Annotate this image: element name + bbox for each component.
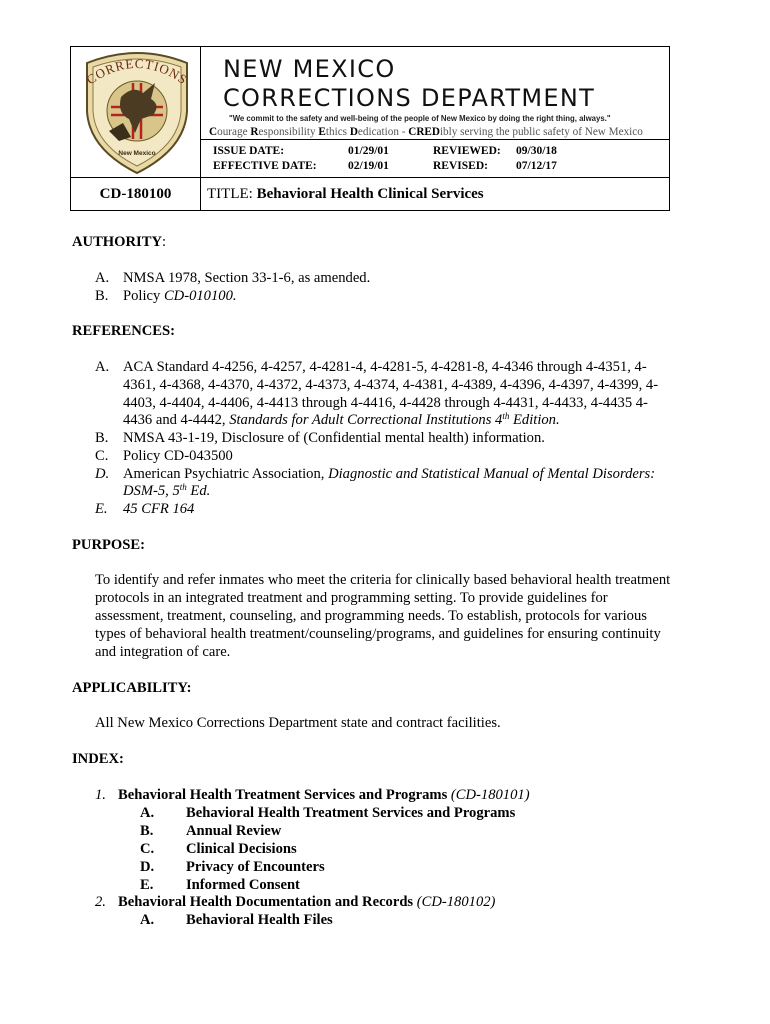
ref-d-plain: American Psychiatric Association, [123,466,329,482]
index-section-1-title: Behavioral Health Treatment Services and Programs [118,787,451,803]
value-initial-r: R [250,126,259,138]
ref-a-line4-italic: Standards for Adult Correctional Institutions 4 [229,412,503,428]
value-initial-e: E [318,126,326,138]
logo-arc-text [81,49,193,99]
ref-a-marker: A. [95,359,110,375]
reviewed-value: 09/30/18 [516,145,557,157]
ref-d-line1 [123,465,655,483]
index-item: Annual Review [186,823,282,839]
authority-item-b-italic: CD-010100. [163,288,237,304]
divider [201,177,670,178]
department-name-line2: CORRECTIONS DEPARTMENT [223,84,596,112]
ref-d-line2 [123,482,210,500]
ref-a-line3: 4403, 4-4404, 4-4406, 4-4413 through 4-4416, 4-4428 through 4-4431, 4-4433, 4-4435 4- [123,395,648,411]
ref-c-text: Policy CD-043500 [123,448,233,464]
ref-a-line4-end: Edition. [509,412,560,428]
issue-date-value: 01/29/01 [348,145,389,157]
ref-d-line2-end: Ed. [186,483,211,499]
purpose-line: To identify and refer inmates who meet the criteria for clinically based behavioral health treatment [95,572,671,588]
purpose-line: and integration of care. [95,644,231,660]
authority-heading [72,233,166,251]
svg-text:CORRECTIONS [83,56,190,88]
department-name-line1: NEW MEXICO [223,55,396,83]
issue-date-label: ISSUE DATE: [213,145,285,157]
logo-state-text: New Mexico [118,150,156,157]
ref-d-marker: D. [95,466,110,482]
index-item-letter: B. [140,823,154,839]
index-item-letter: A. [140,912,155,928]
logo-cell [71,47,201,177]
logo-arc-label: CORRECTIONS [83,55,191,88]
index-section-2-ref: (CD-180102) [416,894,496,910]
effective-date-label: EFFECTIVE DATE: [213,160,317,172]
references-heading: REFERENCES: [72,323,175,339]
index-section-1-num: 1. [95,787,106,803]
title-value: Behavioral Health Clinical Services [256,186,484,202]
purpose-line: assessment, treatment, counseling, and programming needs. To establish, protocols for various [95,608,647,624]
policy-header [70,46,670,211]
ref-e-marker: E. [95,501,108,517]
value-courage: ourage [217,126,251,138]
policy-title [207,185,484,203]
department-name [223,55,595,113]
index-section-1-ref: (CD-180101) [450,787,530,803]
value-ethics: thics [325,126,350,138]
value-tail: ibly serving the public safety of New Mexico [439,126,643,138]
ref-a-line1: ACA Standard 4-4256, 4-4257, 4-4281-4, 4-4281-5, 4-4281-8, 4-4346 through 4-4351, 4- [123,359,647,375]
authority-item-b-text [123,287,237,305]
purpose-paragraph [95,571,698,661]
policy-id: CD-180100 [71,177,201,211]
index-section-1 [118,786,530,804]
ref-d-line2-sup: th [179,482,187,492]
purpose-heading: PURPOSE: [72,537,145,553]
applicability-text: All New Mexico Corrections Department state and contract facilities. [95,715,501,731]
authority-item-a [95,269,109,287]
ref-a-line4-sup: th [502,411,510,421]
authority-item-b-plain: Policy [123,288,164,304]
title-label: TITLE: [207,186,257,202]
revised-value: 07/12/17 [516,160,557,172]
value-initial-d: D [349,126,358,138]
ref-c-marker: C. [95,448,109,464]
purpose-line: protocols in an integrated treatment and programming setting. To provide guidelines for [95,590,608,606]
authority-item-a-text: NMSA 1978, Section 33-1-6, as amended. [123,270,371,286]
value-initial-c: C [209,126,218,138]
index-item: Behavioral Health Treatment Services and Programs [186,805,516,821]
ref-d-italic: Diagnostic and Statistical Manual of Mental Disorders: [328,466,656,482]
index-heading: INDEX: [72,751,124,767]
purpose-line: types of behavioral health treatment/counseling/programs, and guidelines for ensuring continuity [95,626,661,642]
value-dedication: edication - [357,126,409,138]
index-item: Behavioral Health Files [186,912,333,928]
index-item: Clinical Decisions [186,841,297,857]
authority-item-b: B. [95,288,109,304]
value-cred: CRED [408,126,440,138]
applicability-heading: APPLICABILITY: [72,680,192,696]
effective-date-value: 02/19/01 [348,160,389,172]
reviewed-label: REVIEWED: [433,145,501,157]
list-marker: A. [95,270,110,286]
ref-d-line2-text: DSM-5, 5 [123,483,180,499]
revised-label: REVISED: [433,160,488,172]
ref-a-line4-plain: 4436 and 4-4442, [123,412,230,428]
index-item-letter: A. [140,805,155,821]
index-section-2-title: Behavioral Health Documentation and Records [118,894,417,910]
ref-b-text: NMSA 43-1-19, Disclosure of (Confidential mental health) information. [123,430,545,446]
ref-b-marker: B. [95,430,109,446]
index-item: Informed Consent [186,877,300,893]
ref-a-line2: 4361, 4-4368, 4-4370, 4-4372, 4-4373, 4-4374, 4-4381, 4-4389, 4-4396, 4-4397, 4-4399, 4- [123,377,659,393]
index-section-2 [118,893,495,911]
index-item-letter: D. [140,859,155,875]
index-item: Privacy of Encounters [186,859,325,875]
values-statement [209,125,669,139]
ref-e-text: 45 CFR 164 [123,501,195,517]
value-responsibility: esponsibility [258,126,319,138]
divider [201,139,670,140]
department-motto: "We commit to the safety and well-being of the people of New Mexico by doing the right thing, always." [229,114,611,123]
ref-a-line4 [123,411,560,429]
index-item-letter: E. [140,877,154,893]
index-section-2-num: 2. [95,894,106,910]
index-item-letter: C. [140,841,155,857]
authority-heading-text: AUTHORITY [72,234,163,250]
authority-colon: : [162,234,167,250]
